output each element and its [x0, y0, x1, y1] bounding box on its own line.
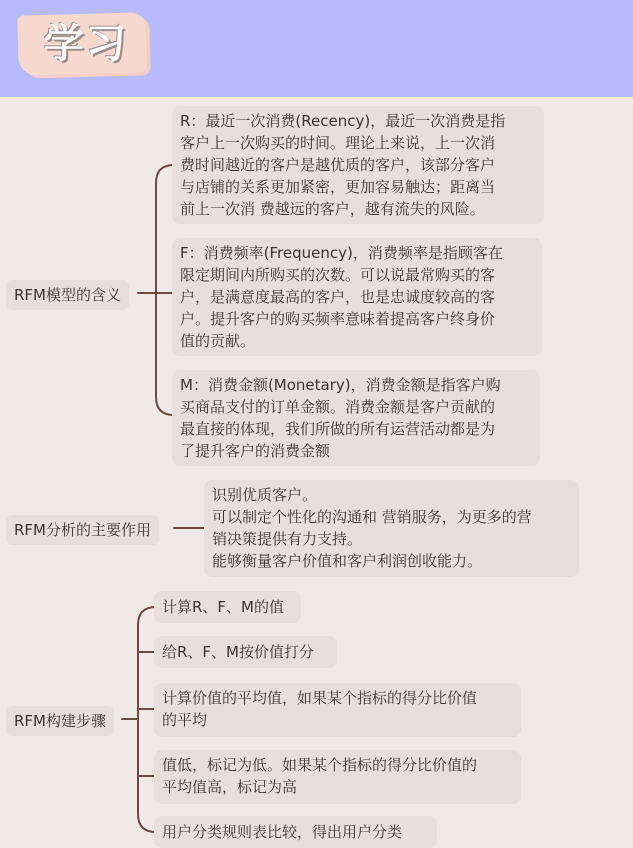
node-line: 用户分类规则表比较，得出用户分类: [162, 823, 403, 841]
node-line: 计算价值的平均值，如果某个指标的得分比价值: [162, 689, 478, 707]
node-frequency: [172, 238, 542, 356]
node-line: F：消费频率(Frequency)，消费频率是指顾客在: [180, 244, 503, 262]
page-title: 学习: [44, 21, 128, 67]
node-step-classify: [154, 816, 437, 848]
node-line: 的平均: [162, 711, 208, 729]
node-line: 销决策提供有力支持。: [212, 530, 363, 548]
node-line: 识别优质客户。: [212, 486, 318, 504]
section-label-rfm-steps: RFM构建步骤: [6, 706, 114, 736]
section-label-rfm-meaning: RFM模型的含义: [6, 280, 129, 310]
node-line: 了提升客户的消费金额: [180, 442, 331, 460]
node-monetary: [172, 370, 540, 466]
node-line: 买商品支付的订单金额。消费金额是客户贡献的: [180, 398, 496, 416]
node-line: 计算R、F、M的值: [162, 598, 284, 616]
node-line: R：最近一次消费(Recency)，最近一次消费是指: [180, 112, 506, 130]
node-step-average: [154, 683, 521, 737]
node-line: 最直接的体现，我们所做的所有运营活动都是为: [180, 420, 496, 438]
node-line: 限定期间内所购买的次数。可以说最常购买的客: [180, 266, 496, 284]
node-step-mark: [154, 750, 521, 804]
node-line: 给R、F、M按价值打分: [162, 643, 314, 661]
node-step-score: [154, 636, 337, 668]
section-label-rfm-purpose: RFM分析的主要作用: [6, 515, 159, 545]
node-line: 客户上一次购买的时间。理论上来说，上一次消: [180, 134, 496, 152]
node-line: 值的贡献。: [180, 332, 256, 350]
node-purpose: [204, 480, 579, 577]
node-recency: [172, 106, 544, 224]
node-line: 户。提升客户的购买频率意味着提高客户终身价: [180, 310, 496, 328]
node-line: 能够衡量客户价值和客户利润创收能力。: [212, 552, 483, 570]
node-line: M：消费金额(Monetary)，消费金额是指客户购: [180, 376, 501, 394]
node-line: 与店铺的关系更加紧密，更加容易触达；距离当: [180, 178, 496, 196]
node-line: 费时间越近的客户是越优质的客户，该部分客户: [180, 156, 496, 174]
node-line: 值低，标记为低。如果某个指标的得分比价值的: [162, 756, 478, 774]
node-line: 户，是满意度最高的客户，也是忠诚度较高的客: [180, 288, 496, 306]
node-line: 可以制定个性化的沟通和 营销服务，为更多的营: [212, 508, 532, 526]
node-line: 平均值高，标记为高: [162, 778, 298, 796]
node-line: 前上一次消 费越远的客户，越有流失的风险。: [180, 200, 485, 218]
node-step-calc: [154, 591, 301, 623]
